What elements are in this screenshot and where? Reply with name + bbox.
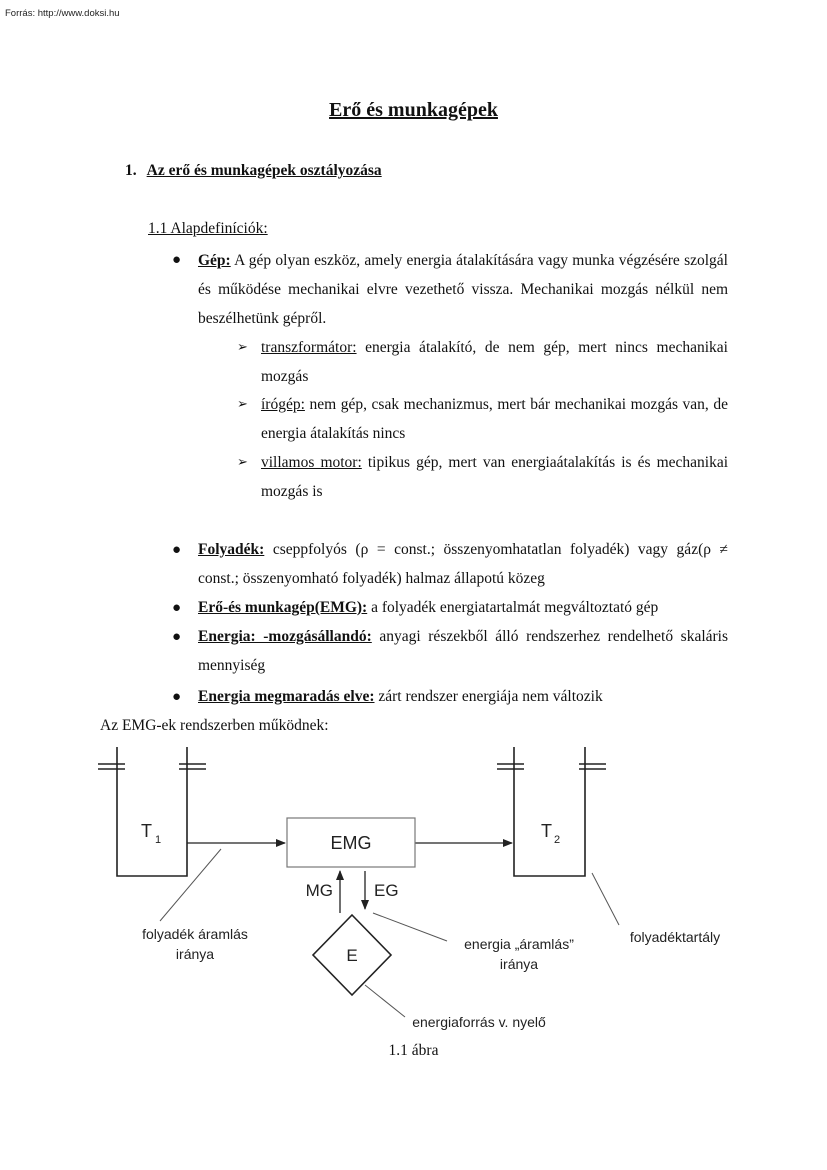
- section-heading: [125, 162, 382, 180]
- definition-emg: [198, 593, 728, 622]
- text-emg: a folyadék energiatartalmát megváltoztató gép: [371, 599, 659, 616]
- arrow-bullet-icon: ➢: [237, 340, 248, 355]
- definition-energia: [198, 622, 728, 680]
- section-title: Az erő és munkagépek osztályozása: [146, 162, 382, 179]
- text-megmaradas: zárt rendszer energiája nem változik: [378, 688, 603, 705]
- bullet-icon: ●: [172, 542, 182, 558]
- text-folyadek: cseppfolyós (ρ = const.; összenyomhatatlan folyadék) vagy gáz(ρ ≠ const.; összenyomható folyadék) halmaz állapotú közeg: [198, 541, 728, 587]
- example-text: energia átalakító, de nem gép, mert nincs mechanikai mozgás: [261, 339, 728, 385]
- t1-label: T: [141, 821, 152, 841]
- leader-flow: [160, 849, 221, 921]
- leader-source: [365, 985, 405, 1017]
- t2-label: T: [541, 821, 552, 841]
- tank-t2: [497, 747, 606, 876]
- t1-subscript: 1: [155, 834, 162, 846]
- example-term: transzformátor:: [261, 339, 357, 356]
- definition-megmaradas: [198, 682, 728, 711]
- example-text: tipikus gép, mert van energiaátalakítás is és mechanikai mozgás is: [261, 454, 729, 500]
- label-energy-line2: iránya: [499, 956, 539, 972]
- text-gep: A gép olyan eszköz, amely energia átalakítására vagy munka végzésére szolgál és működése mechanikai elvre vezethető vissza. Mechanikai mozgás nélkül nem beszélhetünk gépről.: [198, 252, 728, 327]
- label-flow-line1: folyadék áramlás: [142, 926, 248, 942]
- subsection-heading: 1.1 Alapdefiníciók:: [148, 220, 268, 237]
- tank-t1: [98, 747, 206, 876]
- arrow-bullet-icon: ➢: [237, 455, 248, 470]
- label-energy-line1: energia „áramlás”: [464, 936, 574, 952]
- bullet-icon: ●: [172, 252, 182, 268]
- bullet-icon: ●: [172, 689, 182, 705]
- section-number: 1.: [125, 162, 137, 179]
- bullet-icon: ●: [172, 600, 182, 616]
- example-item: [261, 333, 728, 391]
- example-item: [261, 390, 728, 448]
- term-emg: Erő-és munkagép(EMG):: [198, 599, 368, 616]
- mg-label: MG: [305, 881, 333, 900]
- arrow-bullet-icon: ➢: [237, 397, 248, 412]
- term-megmaradas: Energia megmaradás elve:: [198, 688, 375, 705]
- example-text: nem gép, csak mechanizmus, mert bár mechanikai mozgás van, de energia átalakítás nincs: [261, 396, 729, 442]
- eg-label: EG: [374, 881, 399, 900]
- page-title: Erő és munkagépek: [329, 99, 498, 121]
- example-term: villamos motor:: [261, 454, 362, 471]
- label-source: energiaforrás v. nyelő: [412, 1014, 546, 1030]
- intro-line: Az EMG-ek rendszerben működnek:: [100, 717, 329, 734]
- definition-gep: [198, 246, 728, 333]
- example-term: írógép:: [261, 396, 305, 413]
- leader-energy: [373, 913, 447, 941]
- emg-system-diagram: [95, 745, 745, 1045]
- label-flow-line2: iránya: [175, 946, 215, 962]
- source-note: Forrás: http://www.doksi.hu: [5, 8, 120, 19]
- definition-folyadek: [198, 535, 728, 593]
- figure-caption: 1.1 ábra: [388, 1042, 439, 1059]
- leader-tank: [592, 873, 619, 925]
- label-tank: folyadéktartály: [629, 929, 721, 945]
- diagram-svg: [95, 745, 745, 1045]
- example-item: [261, 448, 728, 506]
- term-energia: Energia: -mozgásállandó:: [198, 628, 372, 645]
- t2-subscript: 2: [554, 834, 561, 846]
- energy-label: E: [346, 946, 358, 965]
- emg-label: EMG: [330, 833, 372, 853]
- bullet-icon: ●: [172, 629, 182, 645]
- term-folyadek: Folyadék:: [198, 541, 265, 558]
- text-energia: anyagi részekből álló rendszerhez rendelhető skaláris mennyiség: [198, 628, 729, 674]
- term-gep: Gép:: [198, 252, 231, 269]
